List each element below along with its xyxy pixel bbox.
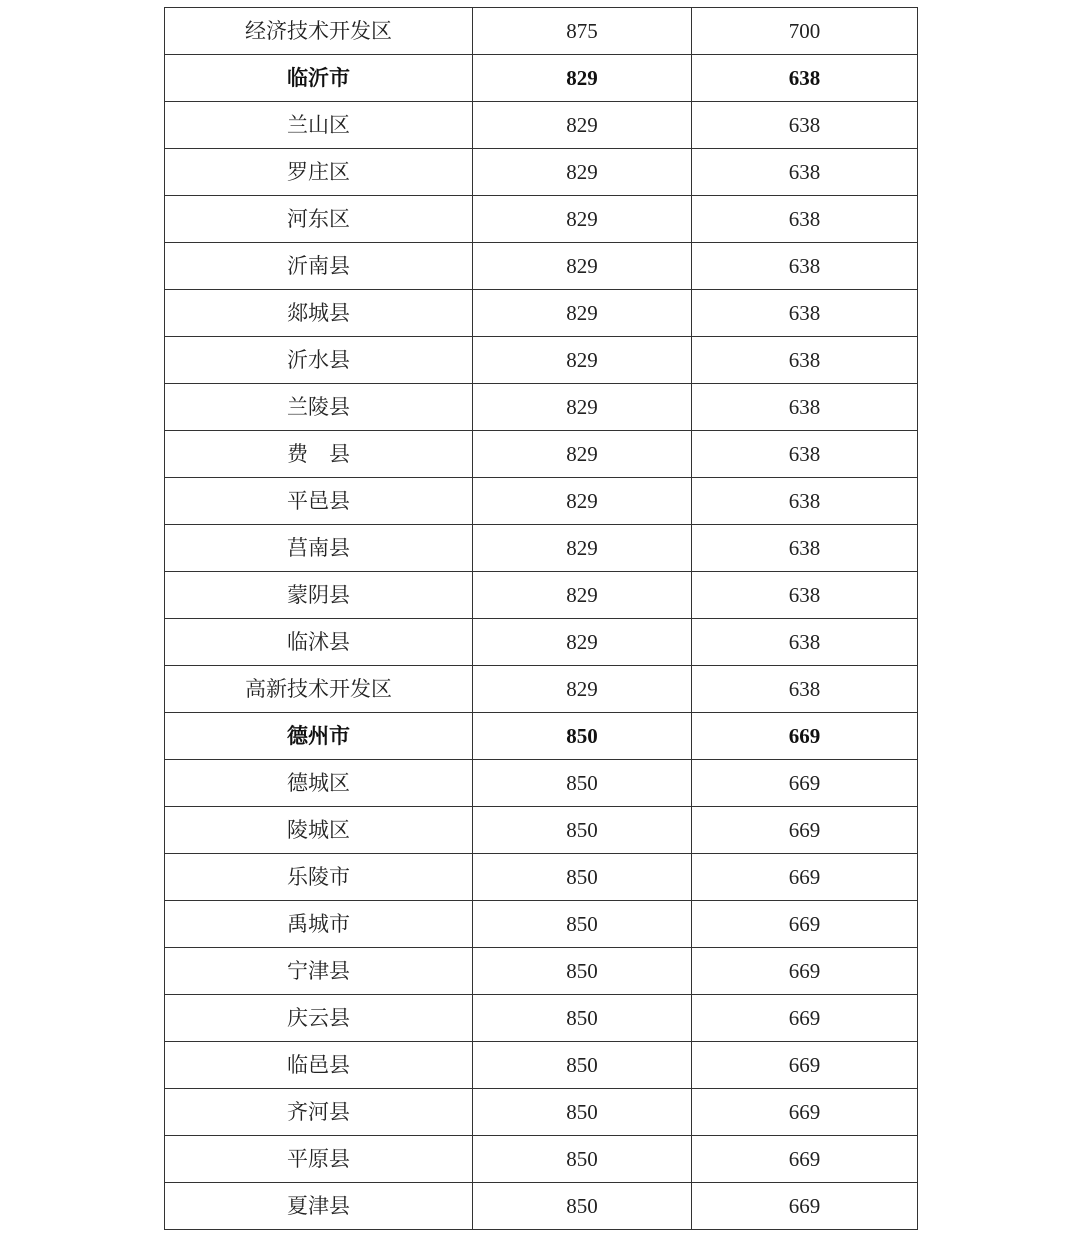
table-row [165,619,918,666]
value-1-cell: 829 [473,196,692,243]
value-1-cell: 829 [473,290,692,337]
table-row [165,290,918,337]
value-1-cell: 850 [473,948,692,995]
region-name-cell: 临沭县 [165,619,473,666]
table-row-city [165,713,918,760]
value-1-cell: 850 [473,995,692,1042]
value-2-cell: 638 [692,619,918,666]
table-row [165,807,918,854]
region-name-cell: 临邑县 [165,1042,473,1089]
region-name-cell: 河东区 [165,196,473,243]
value-1-cell: 829 [473,243,692,290]
value-1-cell: 850 [473,1183,692,1230]
value-1-cell: 829 [473,431,692,478]
region-name-cell: 经济技术开发区 [165,8,473,55]
value-1-cell: 850 [473,713,692,760]
value-1-cell: 829 [473,384,692,431]
value-1-cell: 829 [473,525,692,572]
value-2-cell: 669 [692,995,918,1042]
value-2-cell: 638 [692,431,918,478]
table-row [165,525,918,572]
region-name-cell: 沂南县 [165,243,473,290]
value-2-cell: 638 [692,525,918,572]
region-name-cell: 乐陵市 [165,854,473,901]
region-name-cell: 平原县 [165,1136,473,1183]
table-row [165,431,918,478]
region-name-cell: 夏津县 [165,1183,473,1230]
value-1-cell: 829 [473,619,692,666]
value-2-cell: 669 [692,1183,918,1230]
value-1-cell: 829 [473,666,692,713]
value-1-cell: 850 [473,1136,692,1183]
value-1-cell: 829 [473,55,692,102]
value-1-cell: 850 [473,854,692,901]
region-name-cell: 德城区 [165,760,473,807]
region-name-cell: 兰山区 [165,102,473,149]
wage-table-container [164,7,917,1230]
value-1-cell: 829 [473,572,692,619]
value-2-cell: 669 [692,1136,918,1183]
region-name-cell: 宁津县 [165,948,473,995]
table-row [165,948,918,995]
region-name-cell: 高新技术开发区 [165,666,473,713]
value-2-cell: 638 [692,478,918,525]
region-name-cell: 蒙阴县 [165,572,473,619]
region-name-cell: 兰陵县 [165,384,473,431]
region-name-cell: 陵城区 [165,807,473,854]
value-1-cell: 829 [473,149,692,196]
value-1-cell: 850 [473,1089,692,1136]
table-row [165,854,918,901]
value-1-cell: 850 [473,901,692,948]
table-row [165,1089,918,1136]
region-name-cell: 禹城市 [165,901,473,948]
value-2-cell: 669 [692,901,918,948]
region-name-cell: 郯城县 [165,290,473,337]
table-row [165,8,918,55]
value-1-cell: 829 [473,337,692,384]
value-1-cell: 850 [473,760,692,807]
table-row-city [165,55,918,102]
value-2-cell: 669 [692,1042,918,1089]
value-2-cell: 638 [692,666,918,713]
table-row [165,1042,918,1089]
region-name-cell: 罗庄区 [165,149,473,196]
table-row [165,384,918,431]
region-name-cell: 平邑县 [165,478,473,525]
table-row [165,995,918,1042]
table-row [165,1183,918,1230]
table-row [165,337,918,384]
table-row [165,901,918,948]
region-name-cell: 莒南县 [165,525,473,572]
value-1-cell: 875 [473,8,692,55]
table-row [165,149,918,196]
value-2-cell: 638 [692,149,918,196]
table-row [165,760,918,807]
value-2-cell: 669 [692,807,918,854]
value-2-cell: 638 [692,196,918,243]
table-row [165,666,918,713]
value-1-cell: 850 [473,1042,692,1089]
table-row [165,243,918,290]
region-name-cell: 德州市 [165,713,473,760]
value-2-cell: 638 [692,572,918,619]
table-row [165,1136,918,1183]
value-2-cell: 638 [692,243,918,290]
value-2-cell: 638 [692,102,918,149]
value-2-cell: 638 [692,290,918,337]
region-name-cell: 庆云县 [165,995,473,1042]
value-2-cell: 669 [692,760,918,807]
value-1-cell: 829 [473,478,692,525]
value-2-cell: 669 [692,713,918,760]
value-2-cell: 638 [692,337,918,384]
table-row [165,572,918,619]
value-2-cell: 669 [692,854,918,901]
wage-table [164,7,918,1230]
value-2-cell: 638 [692,384,918,431]
value-1-cell: 829 [473,102,692,149]
region-name-cell: 费 县 [165,431,473,478]
table-row [165,478,918,525]
table-row [165,196,918,243]
value-2-cell: 638 [692,55,918,102]
value-2-cell: 669 [692,948,918,995]
table-body [165,8,918,1230]
region-name-cell: 齐河县 [165,1089,473,1136]
value-2-cell: 700 [692,8,918,55]
value-2-cell: 669 [692,1089,918,1136]
table-row [165,102,918,149]
region-name-cell: 临沂市 [165,55,473,102]
region-name-cell: 沂水县 [165,337,473,384]
value-1-cell: 850 [473,807,692,854]
